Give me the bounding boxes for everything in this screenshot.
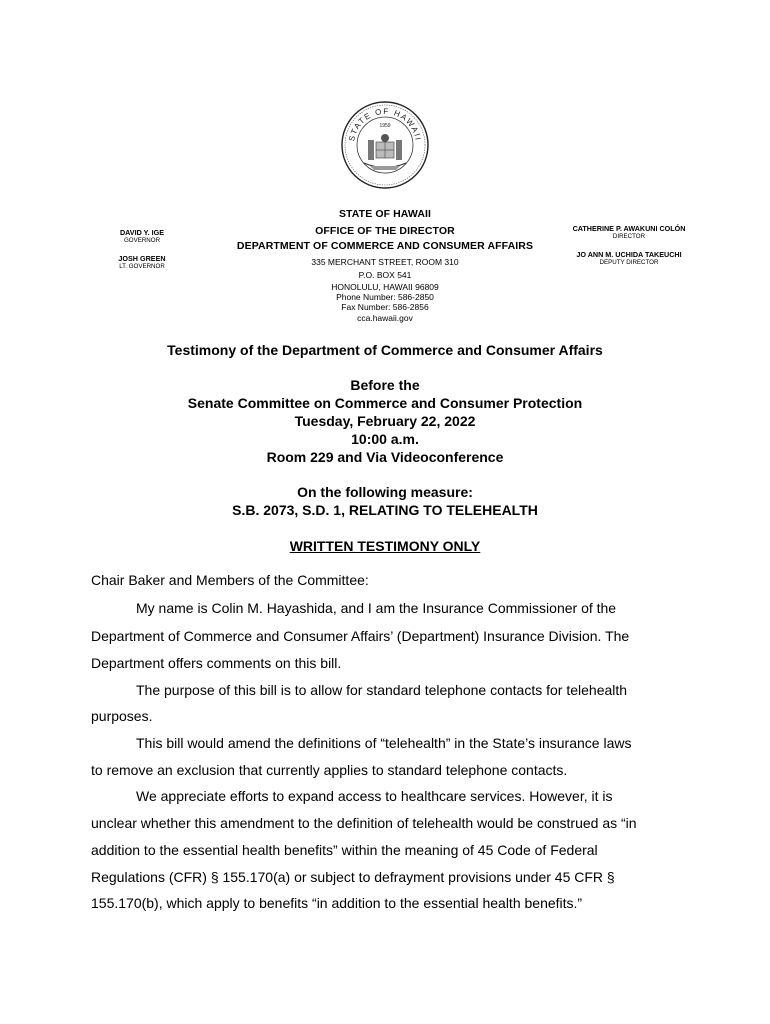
measure-intro: On the following measure:	[297, 484, 473, 500]
seal-year: 1959	[379, 123, 391, 129]
seal-outer-text: STATE OF HAWAII	[347, 106, 423, 143]
deputy-director-title: DEPUTY DIRECTOR	[599, 259, 659, 266]
body-line: Regulations (CFR) § 155.170(a) or subject to defrayment provisions under 45 CFR §	[91, 869, 615, 885]
director-title: DIRECTOR	[612, 233, 646, 240]
governor-title: GOVERNOR	[123, 237, 161, 244]
body-line: addition to the essential health benefits” within the meaning of 45 Code of Federal	[91, 842, 598, 858]
body-line: unclear whether this amendment to the definition of telehealth would be construed as “in	[91, 815, 637, 831]
testimony-title: Testimony of the Department of Commerce and Consumer Affairs	[167, 342, 603, 358]
deputy-director-block	[566, 251, 692, 267]
body-line: We appreciate efforts to expand access to healthcare services. However, it is	[136, 788, 613, 804]
website: cca.hawaii.gov	[357, 313, 413, 323]
body-line: 155.170(b), which apply to benefits “in addition to the essential health benefits.”	[91, 895, 583, 911]
lt-governor-block	[112, 255, 172, 271]
body-line: The purpose of this bill is to allow for standard telephone contacts for telehealth	[136, 682, 628, 698]
governor-name: DAVID Y. IGE	[119, 228, 165, 237]
state-seal-icon	[340, 100, 430, 190]
fax-number: Fax Number: 586-2856	[341, 302, 429, 312]
address-line-street: 335 MERCHANT STREET, ROOM 310	[311, 257, 459, 267]
hearing-time: 10:00 a.m.	[351, 431, 419, 447]
deputy-director-name: JO ANN M. UCHIDA TAKEUCHI	[576, 250, 682, 259]
body-line: to remove an exclusion that currently applies to standard telephone contacts.	[91, 762, 568, 778]
lt-governor-name: JOSH GREEN	[118, 254, 166, 263]
body-line: My name is Colin M. Hayashida, and I am the Insurance Commissioner of the	[136, 600, 617, 616]
office-name: OFFICE OF THE DIRECTOR	[315, 225, 455, 237]
body-line: Department offers comments on this bill.	[91, 655, 342, 671]
before-the: Before the	[350, 377, 420, 393]
director-block	[566, 225, 692, 241]
phone-number: Phone Number: 586-2850	[336, 292, 434, 302]
committee-name: Senate Committee on Commerce and Consumer Protection	[187, 395, 583, 411]
body-line: This bill would amend the definitions of “telehealth” in the State’s insurance laws	[136, 735, 632, 751]
director-name: CATHERINE P. AWAKUNI COLÓN	[572, 224, 686, 233]
body-line: purposes.	[91, 708, 153, 724]
body-line: Department of Commerce and Consumer Affairs’ (Department) Insurance Division. The	[91, 628, 630, 644]
salutation: Chair Baker and Members of the Committee:	[91, 572, 369, 588]
governor-block	[112, 229, 172, 245]
state-name: STATE OF HAWAII	[338, 208, 432, 220]
hearing-date: Tuesday, February 22, 2022	[294, 413, 476, 429]
department-name: DEPARTMENT OF COMMERCE AND CONSUMER AFFAIRS	[236, 240, 534, 252]
measure-title: S.B. 2073, S.D. 1, RELATING TO TELEHEALTH	[232, 502, 538, 518]
lt-governor-title: LT. GOVERNOR	[119, 263, 165, 270]
address-line-pobox: P.O. BOX 541	[358, 270, 412, 280]
address-line-city: HONOLULU, HAWAII 96809	[331, 282, 439, 292]
hearing-room: Room 229 and Via Videoconference	[266, 449, 504, 465]
written-testimony-only: WRITTEN TESTIMONY ONLY	[289, 538, 481, 554]
